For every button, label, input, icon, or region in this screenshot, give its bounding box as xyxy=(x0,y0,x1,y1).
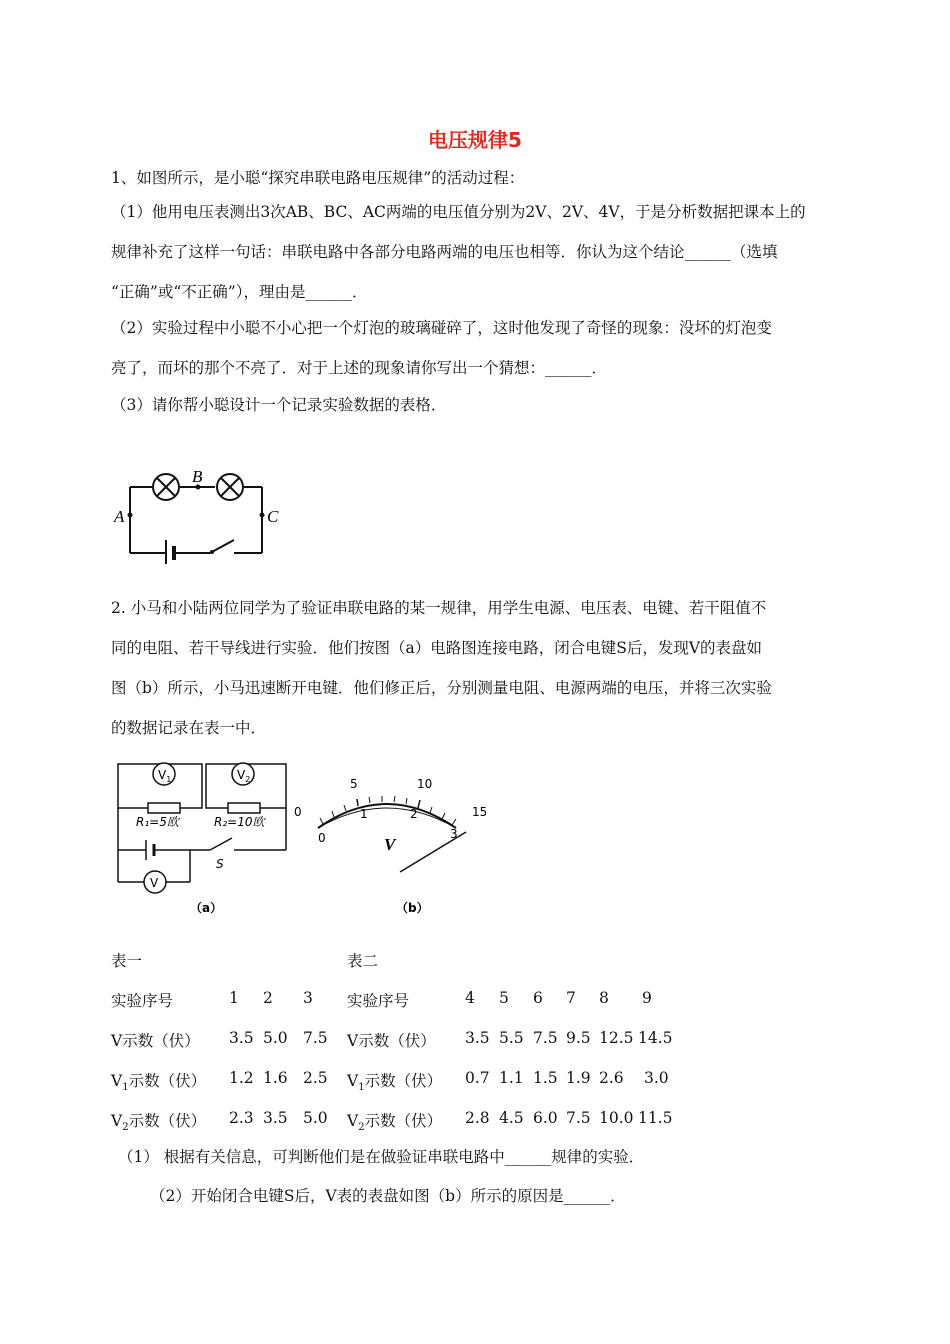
table2-header-cell: 4 xyxy=(465,989,475,1007)
table2-title: 表二 xyxy=(347,952,379,970)
table1-cell: 7.5 xyxy=(303,1029,328,1047)
table2-cell: 1.1 xyxy=(499,1069,524,1087)
table1-cell: 5.0 xyxy=(303,1109,328,1127)
q1-part1-line1: （1）他用电压表测出3次AB、BC、AC两端的电压值分别为2V、2V、4V，于是分析数据把课本上的 xyxy=(111,203,806,221)
table2-header-cell: 8 xyxy=(599,989,609,1007)
table2-header-cell: 7 xyxy=(566,989,576,1007)
table1-cell: 2.5 xyxy=(303,1069,328,1087)
q1-part3: （3）请你帮小聪设计一个记录实验数据的表格． xyxy=(111,396,447,414)
q1-part1-line3: “正确”或“不正确”），理由是______． xyxy=(111,283,368,301)
table2-cell: 1.5 xyxy=(533,1069,558,1087)
bottom-scale-0: 0 xyxy=(318,831,326,845)
v1-meter-label: $V_1$ xyxy=(158,768,172,784)
table2-cell: 14.5 xyxy=(638,1029,673,1047)
figure-b-voltmeter-dial xyxy=(290,760,500,920)
table2-cell: 11.5 xyxy=(638,1109,673,1127)
table2-header-cell: 5 xyxy=(499,989,509,1007)
v-meter-label: V xyxy=(150,876,159,890)
table2-row-v-label: V示数（伏） xyxy=(347,1032,436,1050)
switch-s-label: S xyxy=(216,857,224,871)
table1-row-v2-label: $V_2$示数（伏） xyxy=(111,1112,207,1134)
top-scale-15: 15 xyxy=(472,805,488,819)
q1-part1-line2: 规律补充了这样一句话：串联电路中各部分电路两端的电压也相等．你认为这个结论______（选填 xyxy=(111,243,778,261)
table2-cell: 7.5 xyxy=(533,1029,558,1047)
q2-line1: 2. 小马和小陆两位同学为了验证串联电路的某一规律，用学生电源、电压表、电键、若干阻值不 xyxy=(111,599,767,617)
table2-header-label: 实验序号 xyxy=(347,992,410,1010)
table1-cell: 5.0 xyxy=(263,1029,288,1047)
q2-line3: 图（b）所示，小马迅速断开电键．他们修正后，分别测量电阻、电源两端的电压，并将三次实验 xyxy=(111,679,772,697)
q2-line2: 同的电阻、若干导线进行实验．他们按图（a）电路图连接电路，闭合电键S后，发现V的表盘如 xyxy=(111,639,763,657)
table1-header-cell: 1 xyxy=(229,989,239,1007)
table2-header-cell: 6 xyxy=(533,989,543,1007)
table2-cell: 2.8 xyxy=(465,1109,490,1127)
table2-cell: 3.0 xyxy=(644,1069,669,1087)
figure-a-circuit xyxy=(110,760,295,920)
top-scale-0: 0 xyxy=(294,805,302,819)
table2-cell: 7.5 xyxy=(566,1109,591,1127)
table2-row-v2-label: $V_2$示数（伏） xyxy=(347,1112,443,1134)
page-title: 电压规律5 xyxy=(428,128,522,152)
q2-sub2: （2）开始闭合电键S后，V表的表盘如图（b）所示的原因是______． xyxy=(150,1187,626,1205)
table2-cell: 10.0 xyxy=(599,1109,634,1127)
v2-meter-label: $V_2$ xyxy=(237,768,251,784)
table2-cell: 2.6 xyxy=(599,1069,624,1087)
r1-label: R₁=5欧 xyxy=(136,815,179,829)
table1-cell: 3.5 xyxy=(229,1029,254,1047)
table2-cell: 12.5 xyxy=(599,1029,634,1047)
table1-title: 表一 xyxy=(111,952,143,970)
point-a-label: A xyxy=(114,507,125,526)
table1-row-v1-label: $V_1$示数（伏） xyxy=(111,1072,207,1094)
bottom-scale-2: 2 xyxy=(410,807,418,821)
table1-header-label: 实验序号 xyxy=(111,992,174,1010)
figure-b-caption: （b） xyxy=(396,901,429,915)
q1-intro: 1、如图所示，是小聪“探究串联电路电压规律”的活动过程： xyxy=(111,169,525,187)
table2-cell: 3.5 xyxy=(465,1029,490,1047)
table2-header-cell: 9 xyxy=(642,989,652,1007)
table1-row-v-label: V示数（伏） xyxy=(111,1032,200,1050)
point-b-label: B xyxy=(192,467,203,486)
table2-cell: 6.0 xyxy=(533,1109,558,1127)
table1-cell: 2.3 xyxy=(229,1109,254,1127)
table1-cell: 1.6 xyxy=(263,1069,288,1087)
table2-cell: 5.5 xyxy=(499,1029,524,1047)
bottom-scale-1: 1 xyxy=(360,807,368,821)
table2-cell: 1.9 xyxy=(566,1069,591,1087)
table2-cell: 4.5 xyxy=(499,1109,524,1127)
top-scale-10: 10 xyxy=(417,777,433,791)
table2-cell: 0.7 xyxy=(465,1069,490,1087)
table2-cell: 9.5 xyxy=(566,1029,591,1047)
table1-cell: 1.2 xyxy=(229,1069,254,1087)
dial-unit-v: V xyxy=(384,835,396,854)
table1-header-cell: 2 xyxy=(263,989,273,1007)
q1-part2-line2: 亮了，而坏的那个不亮了．对于上述的现象请你写出一个猜想：______． xyxy=(111,359,608,377)
r2-label: R₂=10欧 xyxy=(214,815,265,829)
table1-cell: 3.5 xyxy=(263,1109,288,1127)
table1-header-cell: 3 xyxy=(303,989,313,1007)
point-c-label: C xyxy=(267,507,279,526)
bottom-scale-3: 3 xyxy=(450,827,458,841)
table2-row-v1-label: $V_1$示数（伏） xyxy=(347,1072,443,1094)
top-scale-5: 5 xyxy=(350,777,358,791)
q2-sub1: （1） 根据有关信息，可判断他们是在做验证串联电路中______规律的实验． xyxy=(118,1148,645,1166)
figure-a-caption: （a） xyxy=(190,901,223,915)
q1-part2-line1: （2）实验过程中小聪不小心把一个灯泡的玻璃碰碎了，这时他发现了奇怪的现象：没坏的灯泡变 xyxy=(111,319,772,337)
q2-line4: 的数据记录在表一中． xyxy=(111,719,267,737)
series-circuit-diagram xyxy=(110,460,310,560)
